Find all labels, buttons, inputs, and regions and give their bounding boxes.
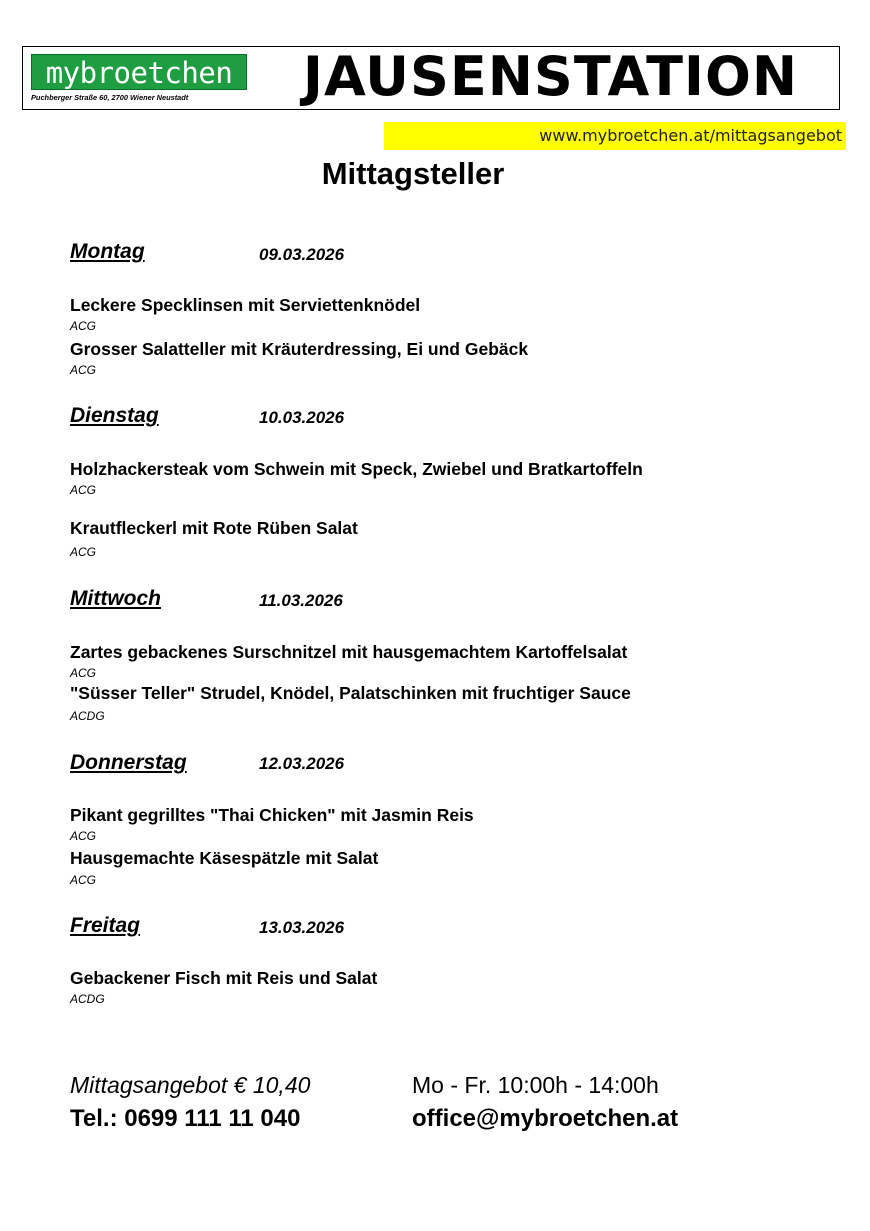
price-info: Mittagsangebot € 10,40 xyxy=(70,1072,311,1098)
dish-name: "Süsser Teller" Strudel, Knödel, Palatschinken mit fruchtiger Sauce xyxy=(70,683,631,703)
day-heading-freitag: Freitag xyxy=(70,914,141,937)
page-title: Mittagsteller xyxy=(321,156,505,191)
allergen-codes: ACG xyxy=(70,545,97,559)
phone-number: Tel.: 0699 111 11 040 xyxy=(70,1105,301,1132)
dish-name: Pikant gegrilltes "Thai Chicken" mit Jasmin Reis xyxy=(70,805,474,825)
day-heading-dienstag: Dienstag xyxy=(70,404,159,427)
dish-name: Zartes gebackenes Surschnitzel mit hausgemachtem Kartoffelsalat xyxy=(70,642,628,662)
brand-logo xyxy=(31,54,247,104)
day-heading-montag: Montag xyxy=(70,240,145,263)
opening-hours: Mo - Fr. 10:00h - 14:00h xyxy=(412,1072,659,1098)
dish-name: Leckere Specklinsen mit Serviettenknödel xyxy=(70,295,421,315)
day-heading-donnerstag: Donnerstag xyxy=(70,751,187,774)
allergen-codes: ACG xyxy=(70,363,97,377)
day-date-montag: 09.03.2026 xyxy=(259,245,345,264)
station-title: JAUSENSTATION xyxy=(302,45,799,108)
allergen-codes: ACG xyxy=(70,873,97,887)
allergen-codes: ACG xyxy=(70,483,97,497)
day-date-donnerstag: 12.03.2026 xyxy=(259,754,345,773)
dish-name: Gebackener Fisch mit Reis und Salat xyxy=(70,968,378,988)
day-date-dienstag: 10.03.2026 xyxy=(259,408,345,427)
dish-name: Hausgemachte Käsespätzle mit Salat xyxy=(70,848,379,868)
email-address: office@mybroetchen.at xyxy=(412,1105,679,1132)
allergen-codes: ACDG xyxy=(70,709,105,723)
allergen-codes: ACDG xyxy=(70,992,105,1006)
logo-text: mybroetchen xyxy=(31,54,247,90)
dish-name: Krautfleckerl mit Rote Rüben Salat xyxy=(70,518,358,538)
website-url: www.mybroetchen.at/mittagsangebot xyxy=(384,122,846,150)
dish-name: Grosser Salatteller mit Kräuterdressing, Ei und Gebäck xyxy=(70,339,529,359)
day-heading-mittwoch: Mittwoch xyxy=(70,587,161,610)
allergen-codes: ACG xyxy=(70,666,97,680)
allergen-codes: ACG xyxy=(70,319,97,333)
day-date-freitag: 13.03.2026 xyxy=(259,918,345,937)
allergen-codes: ACG xyxy=(70,829,97,843)
header-banner xyxy=(22,46,840,110)
logo-address: Puchberger Straße 60, 2700 Wiener Neustadt xyxy=(31,93,189,102)
dish-name: Holzhackersteak vom Schwein mit Speck, Zwiebel und Bratkartoffeln xyxy=(70,459,643,479)
day-date-mittwoch: 11.03.2026 xyxy=(259,591,343,610)
